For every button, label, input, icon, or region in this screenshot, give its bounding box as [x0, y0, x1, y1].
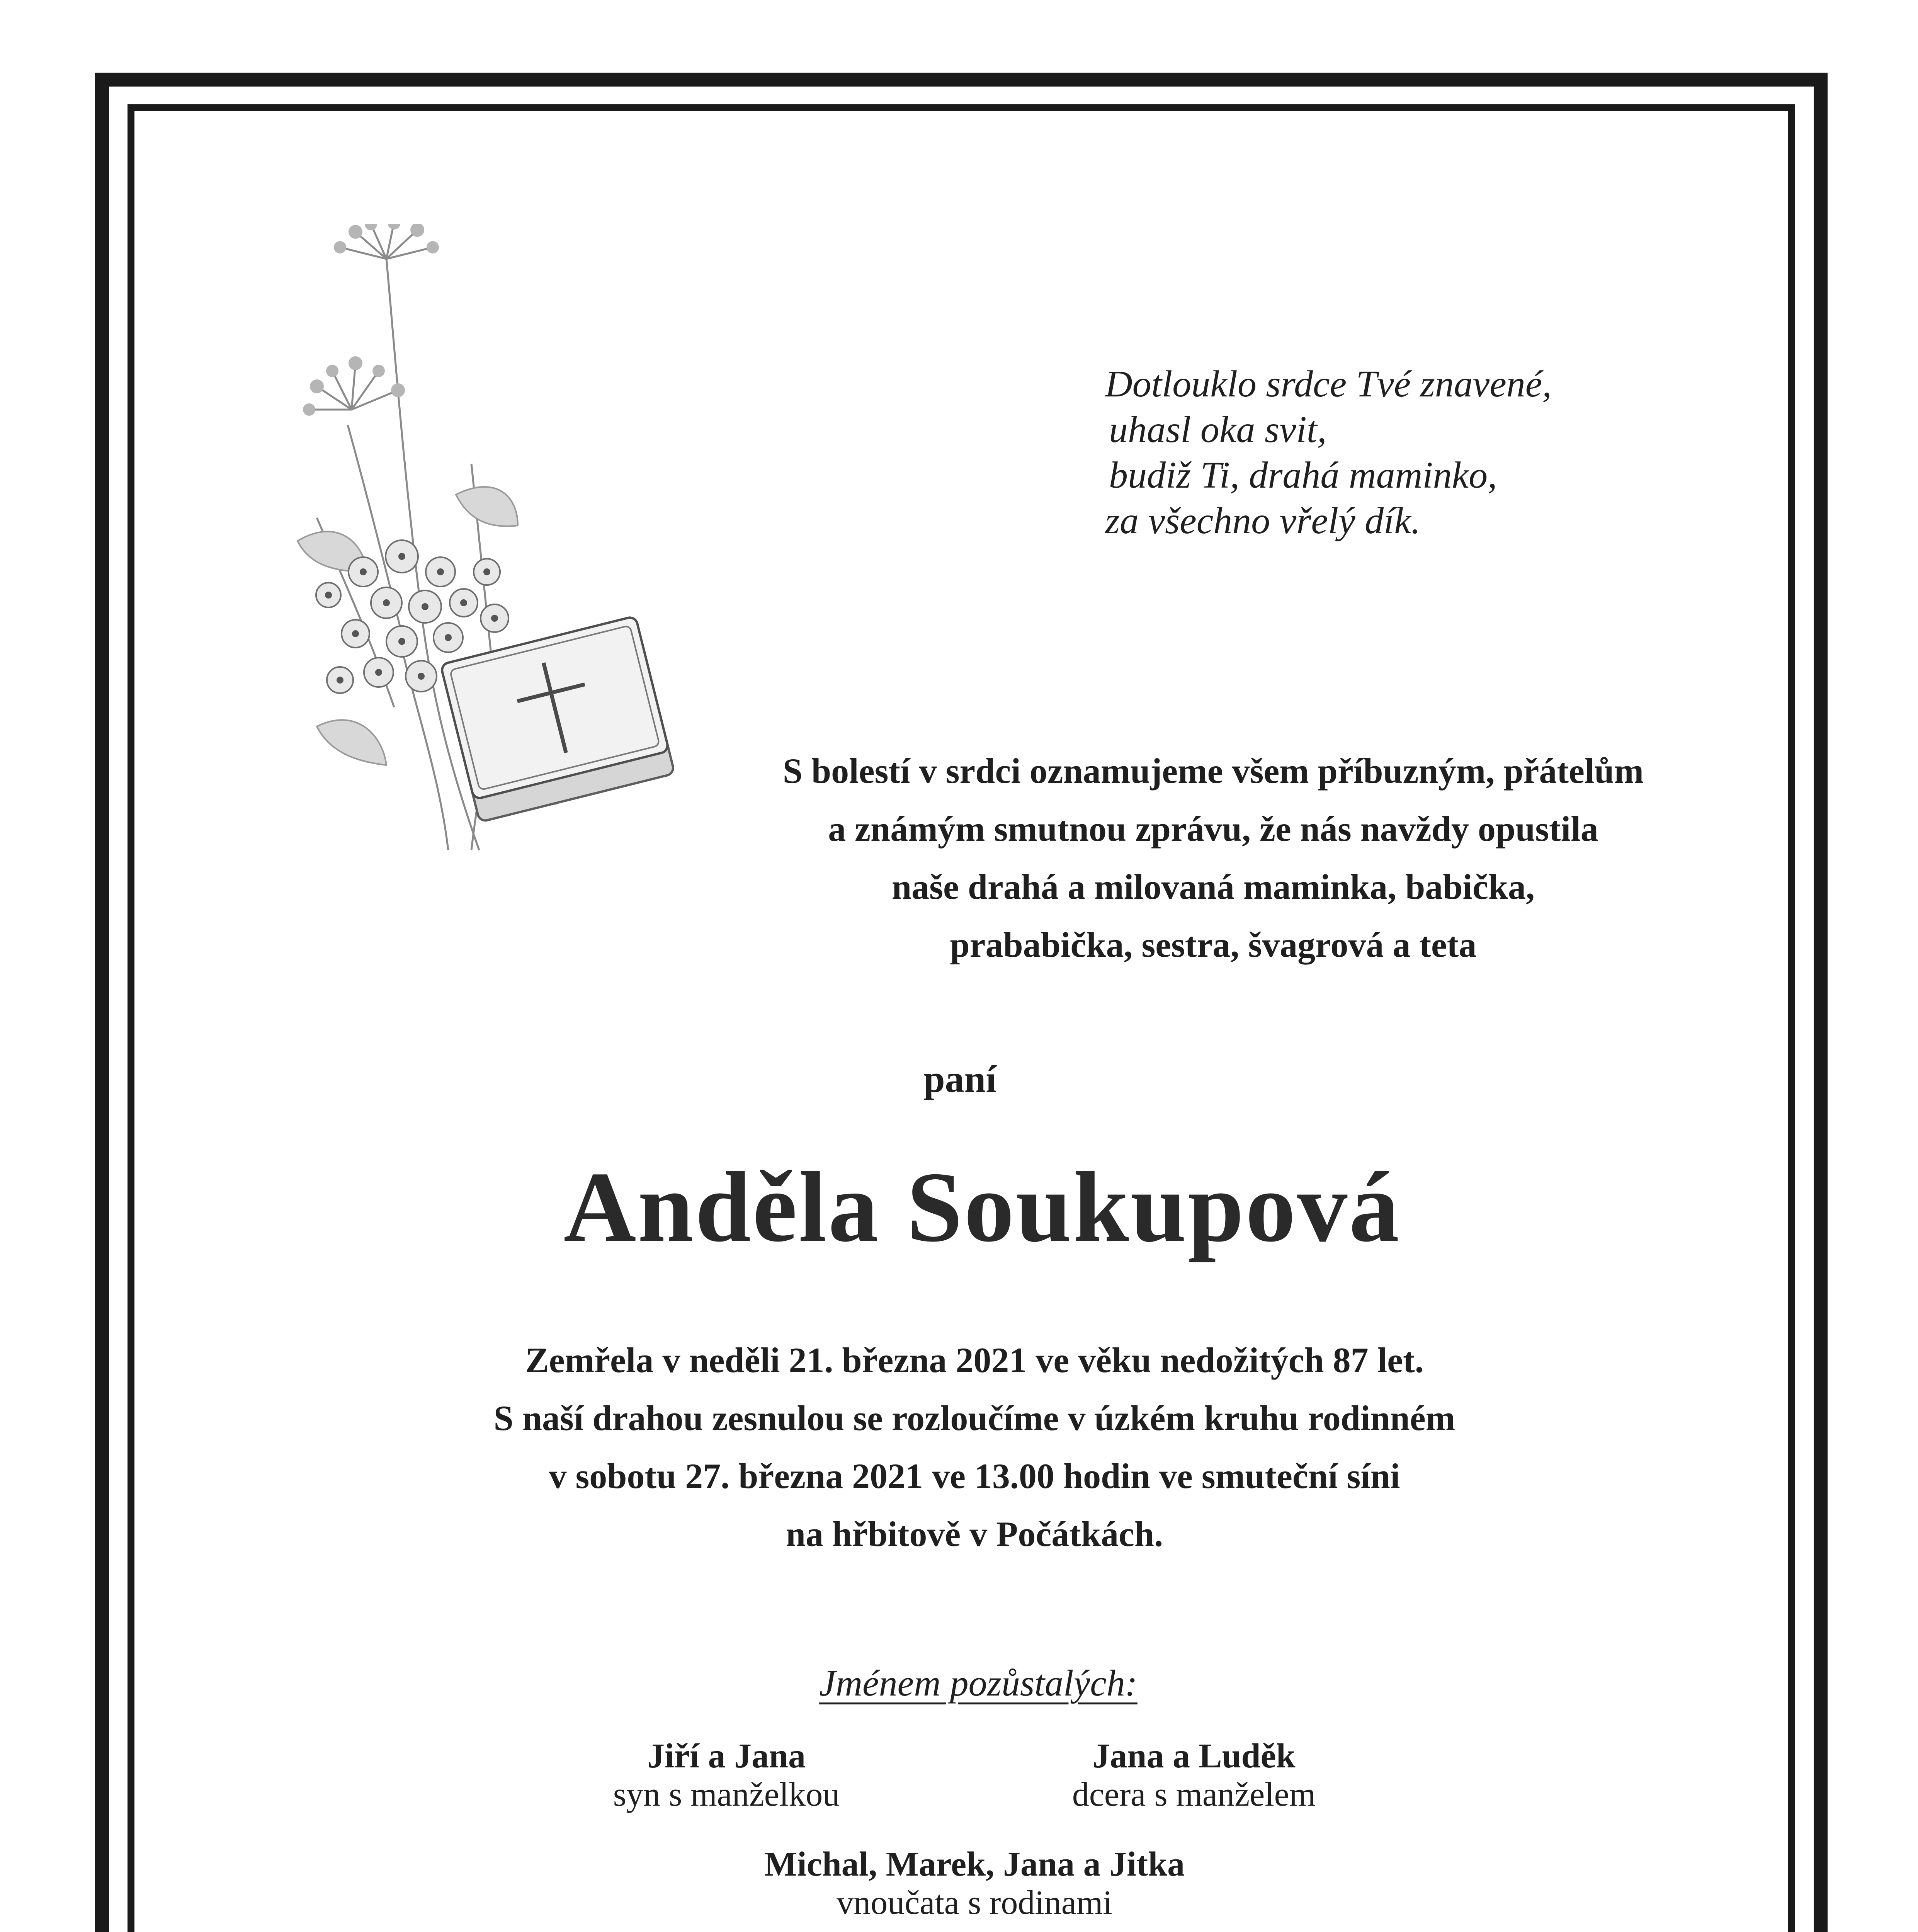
flowers-and-bible-icon: [240, 224, 684, 873]
announcement-line: a známým smutnou zprávu, že nás navždy opustila: [828, 809, 1598, 849]
mourner-names: Jana a Luděk: [1092, 1737, 1296, 1775]
mourner-son: [533, 1737, 920, 1814]
details-line: S naší drahou zesnulou se rozloučíme v úzkém kruhu rodinném: [493, 1398, 1456, 1438]
mourner-names: Jiří a Jana: [647, 1737, 806, 1775]
mourner-relation: vnoučata s rodinami: [837, 1884, 1112, 1922]
announcement-line: S bolestí v srdci oznamujeme všem příbuzným, přátelům: [782, 751, 1644, 791]
mourner-relation: syn s manželkou: [613, 1776, 840, 1813]
memorial-verse: [1105, 361, 1552, 544]
salutation: paní: [923, 1058, 997, 1100]
details-line: Zemřela v neděli 21. března 2021 ve věku nedožitých 87 let.: [525, 1340, 1424, 1380]
announcement-text: [665, 742, 1762, 974]
verse-line: budiž Ti, drahá maminko,: [1109, 454, 1497, 496]
mourner-names: Michal, Marek, Jana a Jitka: [764, 1845, 1185, 1883]
deceased-name: Anděla Soukupová: [563, 1151, 1401, 1263]
announcement-line: naše drahá a milovaná maminka, babička,: [892, 867, 1535, 906]
funeral-details: [0, 1331, 1918, 1563]
verse-line: za všechno vřelý dík.: [1105, 500, 1421, 542]
mourner-grandchildren: [0, 1845, 1918, 1922]
verse-line: uhasl oka svit,: [1109, 409, 1327, 451]
mourner-relation: dcera s manželem: [1072, 1776, 1316, 1813]
mourners-heading: Jménem pozůstalých:: [819, 1662, 1138, 1704]
details-line: v sobotu 27. března 2021 ve 13.00 hodin ve smuteční síni: [549, 1456, 1400, 1496]
verse-line: Dotlouklo srdce Tvé znavené,: [1105, 363, 1552, 405]
mourner-daughter: [1001, 1737, 1387, 1814]
announcement-line: prababička, sestra, švagrová a teta: [950, 925, 1477, 964]
details-line: na hřbitově v Počátkách.: [786, 1514, 1163, 1554]
